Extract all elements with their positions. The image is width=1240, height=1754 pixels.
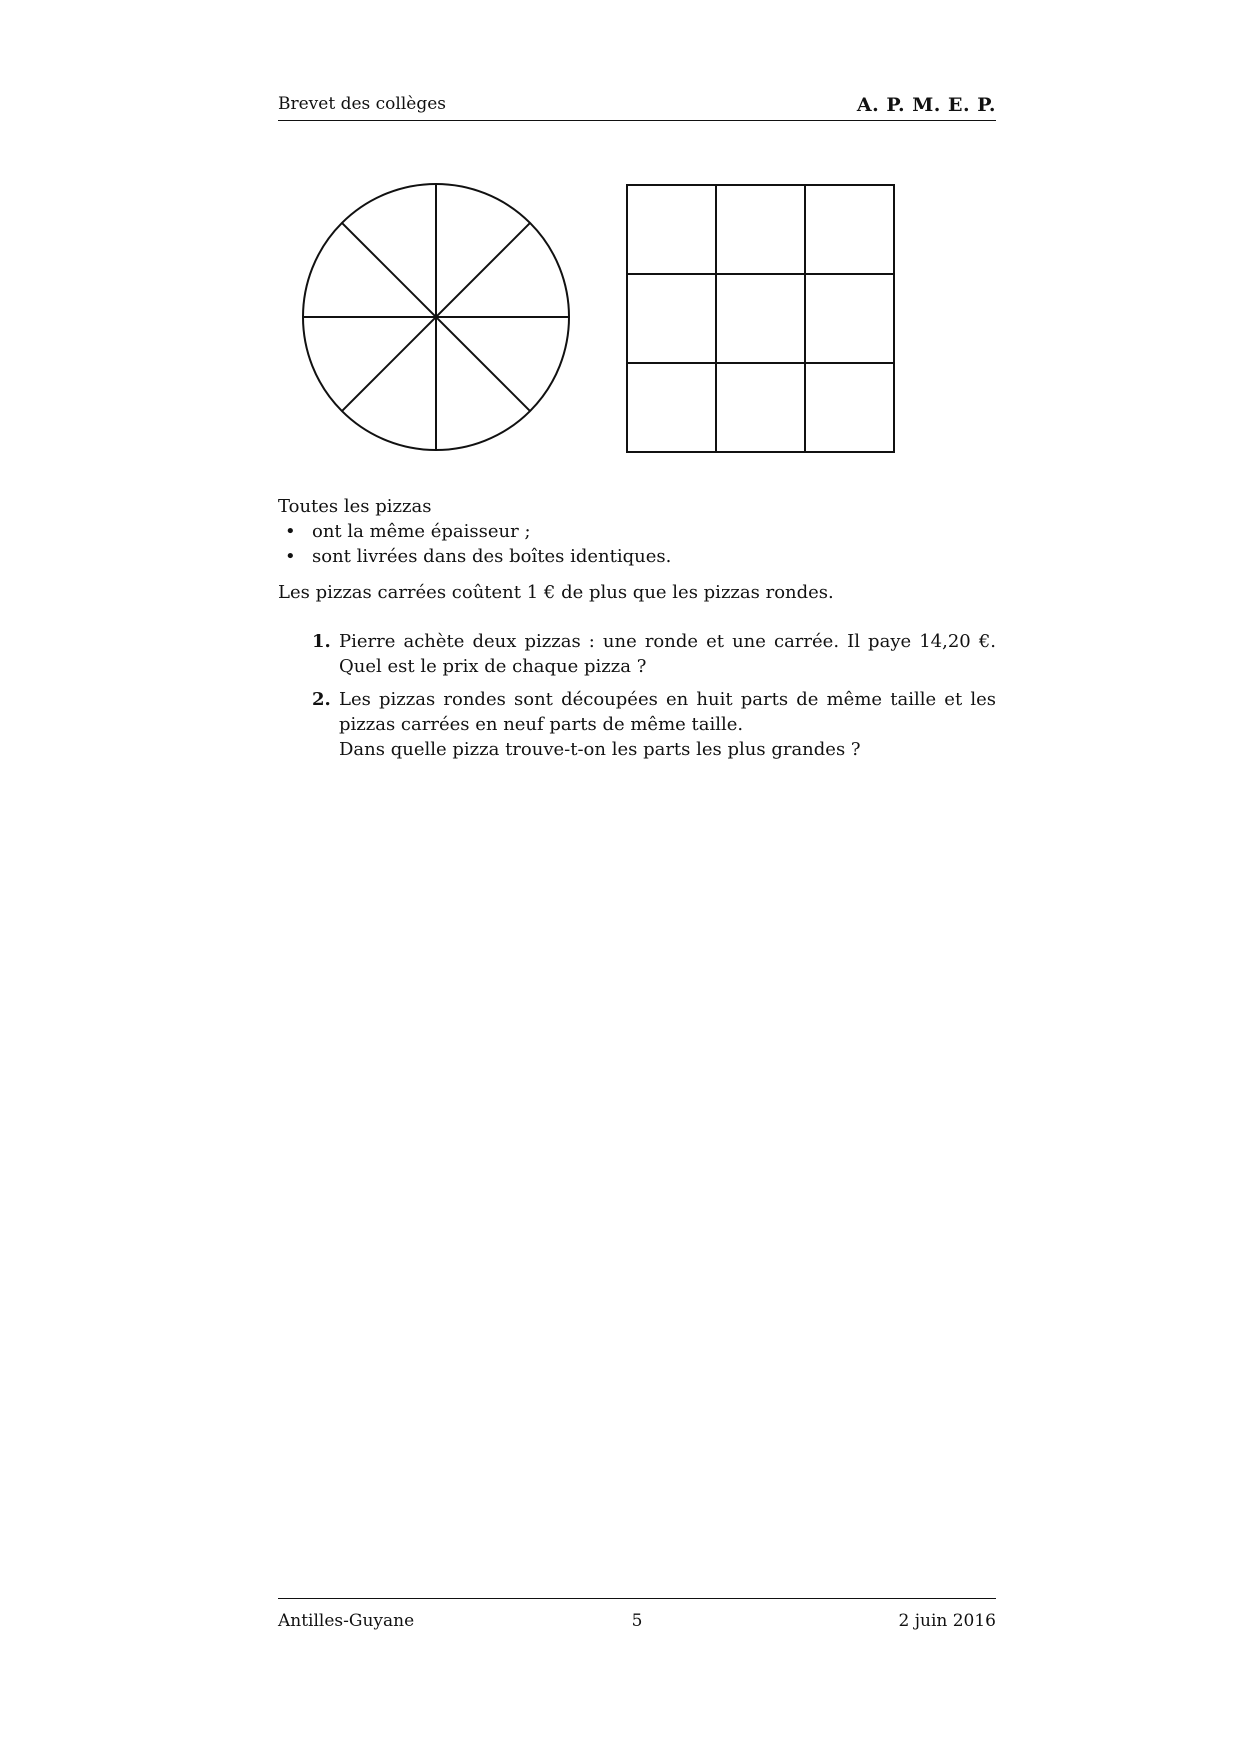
bullet-item xyxy=(285,519,996,544)
page-header xyxy=(278,94,996,121)
question-text: Pierre achète deux pizzas : une ronde et une carrée. Il paye 14,20 €. Quel est le prix de chaque pizza ? xyxy=(339,631,996,677)
footer-page-number: 5 xyxy=(631,1611,643,1631)
question-number: 2. xyxy=(312,689,331,710)
bullet-dot: • xyxy=(285,521,296,542)
page-footer xyxy=(278,1598,996,1629)
page xyxy=(278,0,996,1754)
bullet-text: ont la même épaisseur ; xyxy=(312,521,531,542)
bullet-dot: • xyxy=(285,546,296,567)
footer-date: 2 juin 2016 xyxy=(898,1611,996,1631)
bullet-item xyxy=(285,544,996,569)
question-number: 1. xyxy=(312,631,331,652)
exercise-text xyxy=(278,494,996,770)
footer-location: Antilles-Guyane xyxy=(278,1611,415,1631)
pizza-figures-svg xyxy=(278,183,996,455)
question-text-followup: Dans quelle pizza trouve-t-on les parts les plus grandes ? xyxy=(339,739,861,760)
intro-text: Toutes les pizzas xyxy=(278,496,432,517)
pizza-figures xyxy=(278,183,996,455)
square-pizza-outline xyxy=(627,185,894,452)
question-1 xyxy=(278,629,996,679)
cost-statement: Les pizzas carrées coûtent 1 € de plus que les pizzas rondes. xyxy=(278,582,834,603)
header-title: Brevet des collèges xyxy=(278,94,447,114)
round-pizza xyxy=(303,184,569,450)
bullet-text: sont livrées dans des boîtes identiques. xyxy=(312,546,672,567)
question-text: Les pizzas rondes sont découpées en huit parts de même taille et les pizzas carrées en neuf parts de même taille. xyxy=(339,689,996,735)
square-pizza xyxy=(627,185,894,452)
question-list xyxy=(278,629,996,762)
question-2 xyxy=(278,687,996,762)
bullet-list xyxy=(278,519,996,569)
header-publisher: A. P. M. E. P. xyxy=(856,94,996,116)
